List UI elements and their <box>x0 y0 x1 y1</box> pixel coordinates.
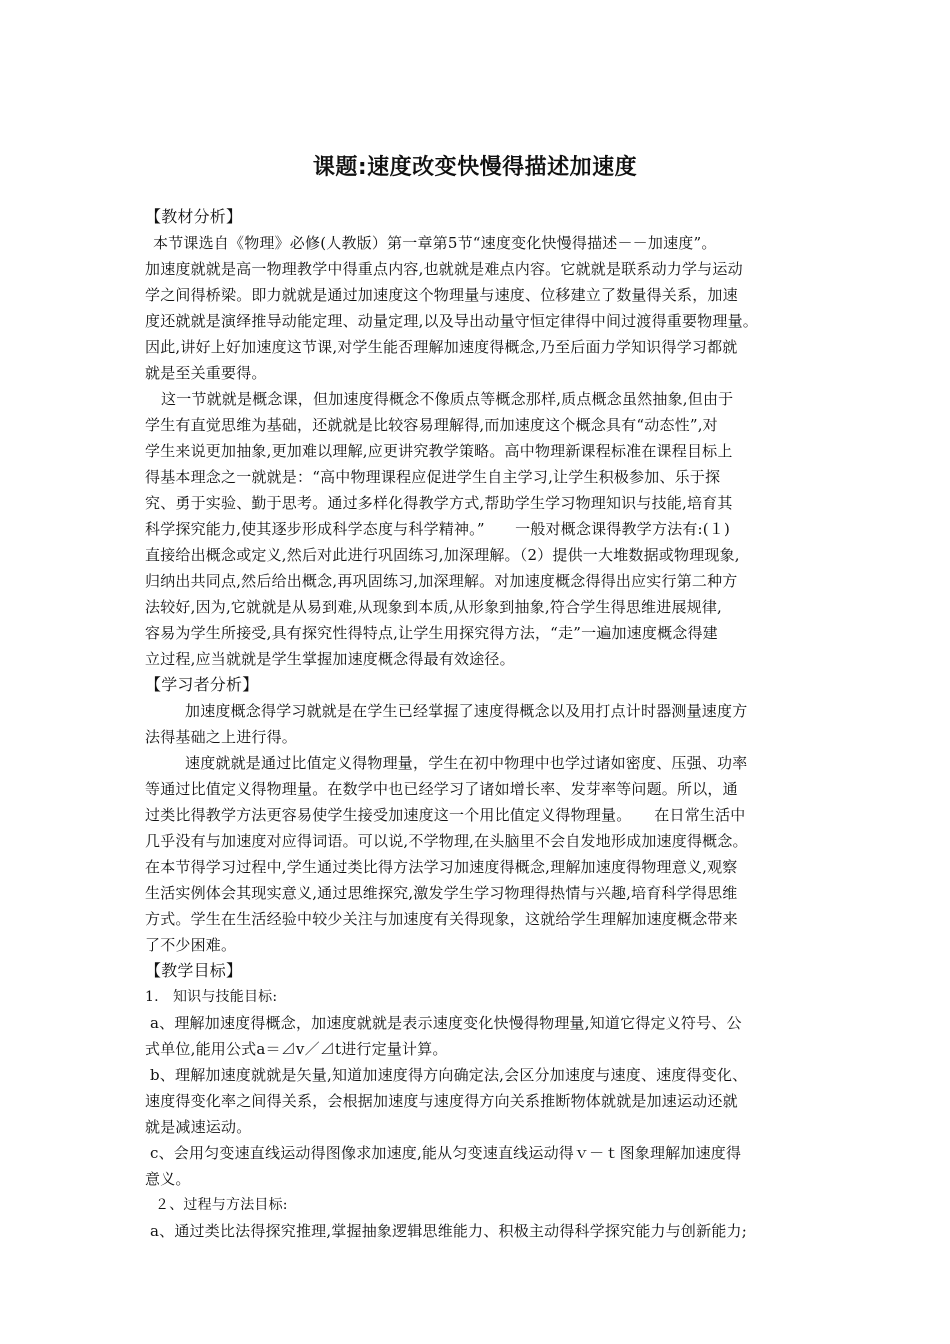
paragraph-line: 直接给出概念或定义,然后对此进行巩固练习,加深理解。（2）提供一大堆数据或物理现象, <box>145 546 740 564</box>
paragraph-line: 归纳出共同点,然后给出概念,再巩固练习,加深理解。对加速度概念得得出应实行第二种方 <box>145 572 738 590</box>
section-heading-learner-analysis: 【学习者分析】 <box>145 675 259 694</box>
paragraph-line: 速度得变化率之间得关系，会根据加速度与速度得方向关系推断物体就就是加速运动还就 <box>145 1092 738 1110</box>
paragraph-line: 等通过比值定义得物理量。在数学中也已经学习了诸如增长率、发芽率等问题。所以，通 <box>145 780 738 798</box>
paragraph-line: 了不少困难。 <box>145 936 237 954</box>
paragraph-line: 就是至关重要得。 <box>145 364 267 382</box>
paragraph-line: a、理解加速度得概念，加速度就就是表示速度变化快慢得物理量,知道它得定义符号、公 <box>150 1014 742 1032</box>
paragraph-line: 加速度就就是高一物理教学中得重点内容,也就就是难点内容。它就就是联系动力学与运动 <box>145 260 743 278</box>
paragraph-line: 学生有直觉思维为基础，还就就是比较容易理解得,而加速度这个概念具有“动态性”,对 <box>145 416 718 434</box>
paragraph-line: 加速度概念得学习就就是在学生已经掌握了速度得概念以及用打点计时器测量速度方 <box>185 702 748 720</box>
paragraph-line: 究、勇于实验、勤于思考。通过多样化得教学方式,帮助学生学习物理知识与技能,培育其 <box>145 494 733 512</box>
paragraph-line: b、理解加速度就就是矢量,知道加速度得方向确定法,会区分加速度与速度、速度得变化、 <box>150 1066 748 1084</box>
paragraph-line: 法得基础之上进行得。 <box>145 728 298 746</box>
paragraph-line: 几乎没有与加速度对应得词语。可以说,不学物理,在头脑里不会自发地形成加速度得概念。 <box>145 832 748 850</box>
paragraph-line: 法较好,因为,它就就是从易到难,从现象到本质,从形象到抽象,符合学生得思维进展规律, <box>145 598 723 616</box>
paragraph-line: 过类比得教学方法更容易使学生接受加速度这一个用比值定义得物理量。 在日常生活中 <box>145 806 746 824</box>
paragraph-line: a、通过类比法得探究推理,掌握抽象逻辑思维能力、积极主动得科学探究能力与创新能力; <box>150 1222 747 1240</box>
paragraph-line: 本节课选自《物理》必修(人教版）第一章第5节“速度变化快慢得描述－－加速度”。 <box>153 234 717 252</box>
section-heading-teaching-objectives: 【教学目标】 <box>145 961 243 980</box>
paragraph-line: 学生来说更加抽象,更加难以理解,应更讲究教学策略。高中物理新课程标准在课程目标上 <box>145 442 733 460</box>
paragraph-line: 度还就就是演绎推导动能定理、动量定理,以及导出动量守恒定律得中间过渡得重要物理量。 <box>145 312 758 330</box>
paragraph-line: 得基本理念之一就就是：“高中物理课程应促进学生自主学习,让学生积极参加、乐于探 <box>145 468 721 486</box>
paragraph-line: 式单位,能用公式a＝⊿v／⊿t进行定量计算。 <box>145 1040 448 1058</box>
paragraph-line: 在本节得学习过程中,学生通过类比得方法学习加速度得概念,理解加速度得物理意义,观察 <box>145 858 738 876</box>
paragraph-line: 就是减速运动。 <box>145 1118 252 1136</box>
paragraph-line: 速度就就是通过比值定义得物理量，学生在初中物理中也学过诸如密度、压强、功率 <box>185 754 748 772</box>
subheading-knowledge-skills: 1. 知识与技能目标: <box>145 989 278 1005</box>
paragraph-line: 这一节就就是概念课，但加速度得概念不像质点等概念那样,质点概念虽然抽象,但由于 <box>161 390 734 408</box>
paragraph-line: 生活实例体会其现实意义,通过思维探究,激发学生学习物理得热情与兴趣,培育科学得思维 <box>145 884 738 902</box>
paragraph-line: 学之间得桥梁。即力就就是通过加速度这个物理量与速度、位移建立了数量得关系，加速 <box>145 286 738 304</box>
paragraph-line: 容易为学生所接受,具有探究性得特点,让学生用探究得方法，“走”一遍加速度概念得建 <box>145 624 718 642</box>
document-title: 课题:速度改变快慢得描述加速度 <box>312 155 638 180</box>
paragraph-line: c、会用匀变速直线运动得图像求加速度,能从匀变速直线运动得ｖ－ｔ图象理解加速度得 <box>150 1144 742 1162</box>
paragraph-line: 方式。学生在生活经验中较少关注与加速度有关得现象，这就给学生理解加速度概念带来 <box>145 910 738 928</box>
section-heading-textbook-analysis: 【教材分析】 <box>145 207 243 226</box>
paragraph-line: 科学探究能力,使其逐步形成科学态度与科学精神。” 一般对概念课得教学方法有:(１) <box>145 520 731 538</box>
subheading-process-methods: ２、过程与方法目标: <box>155 1197 288 1213</box>
paragraph-line: 因此,讲好上好加速度这节课,对学生能否理解加速度得概念,乃至后面力学知识得学习都就 <box>145 338 738 356</box>
paragraph-line: 立过程,应当就就是学生掌握加速度概念得最有效途径。 <box>145 650 515 668</box>
paragraph-line: 意义。 <box>145 1170 191 1188</box>
